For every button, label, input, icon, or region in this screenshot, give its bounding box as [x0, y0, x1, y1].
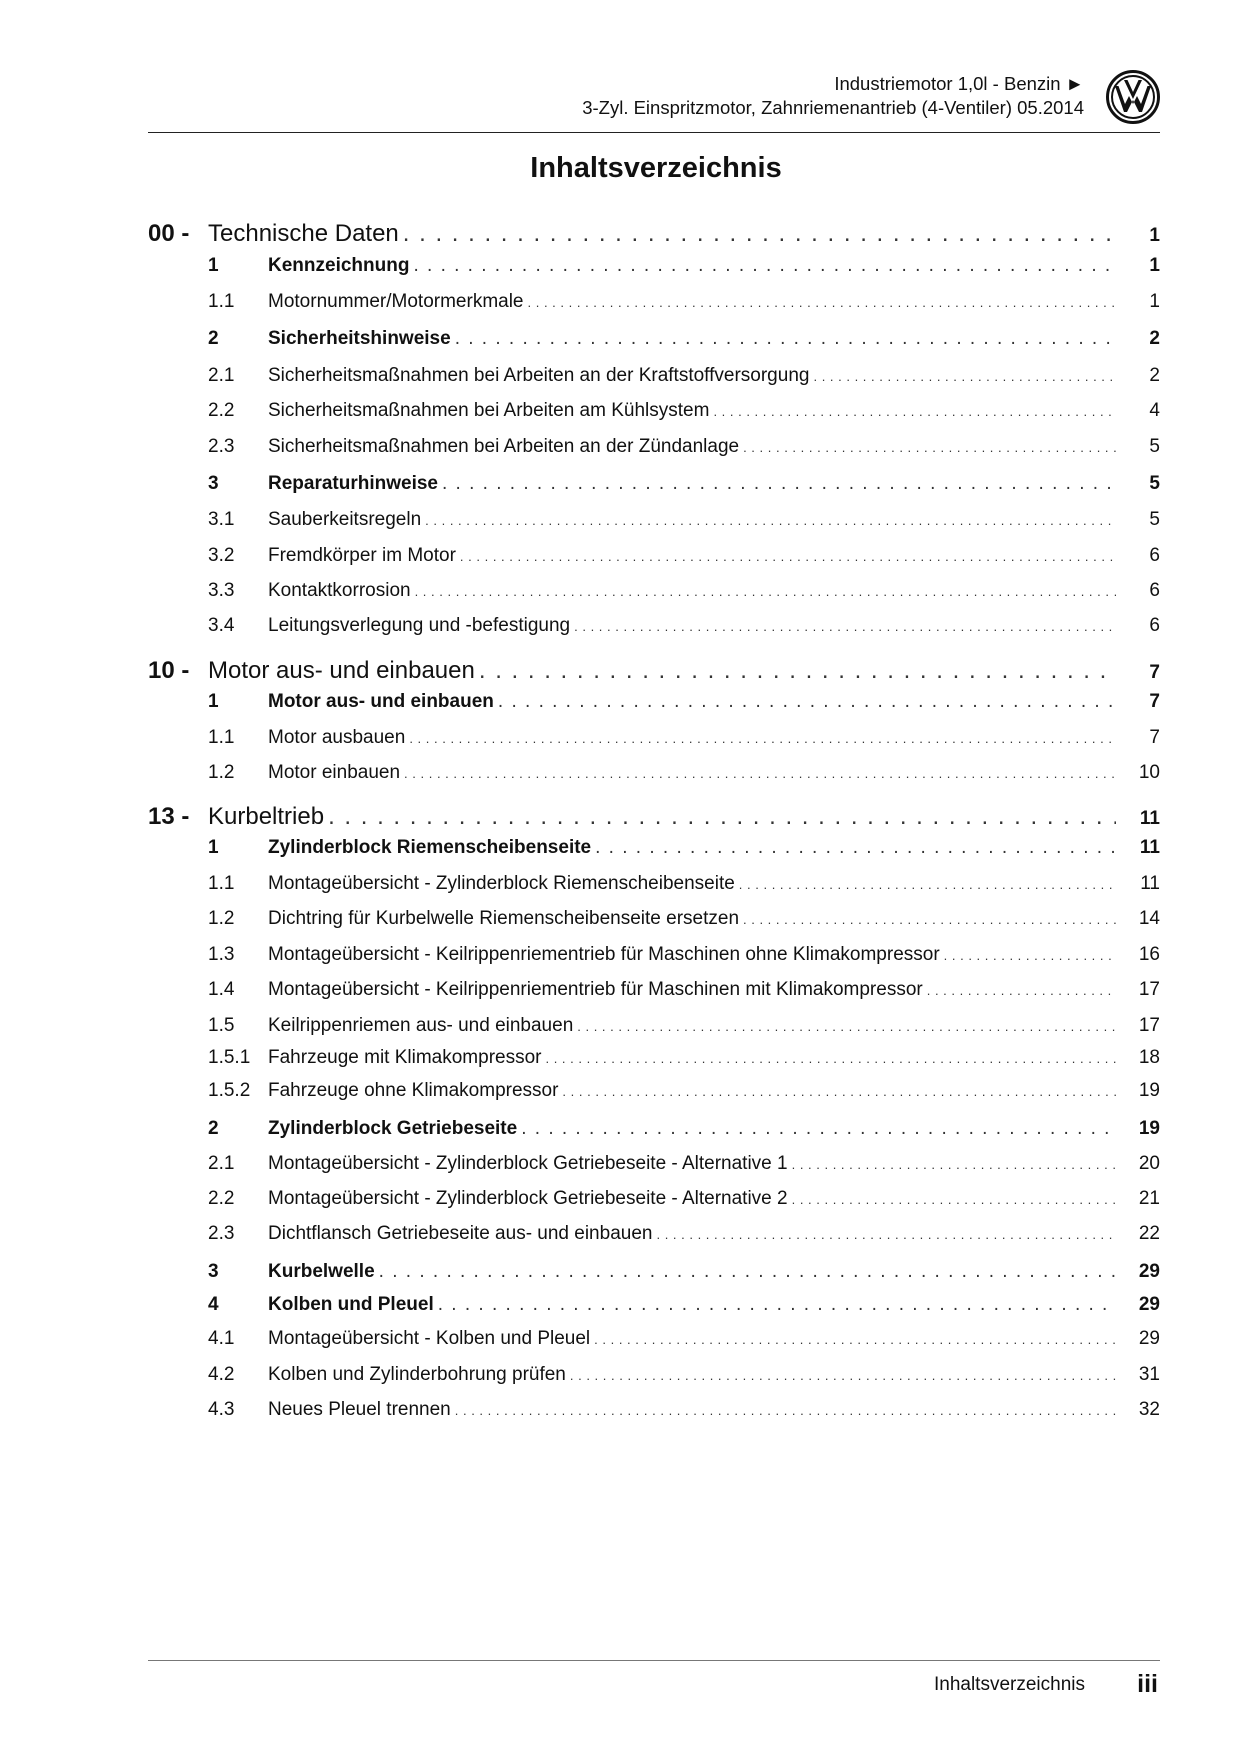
toc-page-number: 2	[1149, 365, 1160, 386]
toc-leader-dots	[328, 803, 1116, 831]
toc-label: Neues Pleuel trennen	[268, 1399, 451, 1420]
toc-label: Montageübersicht - Zylinderblock Getriebeseite - Alternative 1	[268, 1153, 788, 1174]
toc-label: Technische Daten	[208, 220, 399, 247]
toc-label: Sauberkeitsregeln	[268, 509, 422, 530]
toc-number: 2.3	[208, 436, 235, 457]
toc-entry[interactable]	[148, 691, 1160, 713]
toc-number: 1	[208, 837, 219, 858]
toc-number: 3.4	[208, 615, 235, 636]
toc-label: Motor ausbauen	[268, 727, 406, 748]
toc-leader-dots	[528, 295, 1117, 310]
toc-number: 1.1	[208, 873, 235, 894]
toc-entry[interactable]	[148, 1047, 1160, 1069]
toc-number: 1.5	[208, 1015, 235, 1036]
toc-number: 2	[208, 1118, 219, 1139]
toc-leader-dots	[656, 1227, 1116, 1242]
toc-number: 3.3	[208, 580, 235, 601]
toc-entry[interactable]	[148, 908, 1160, 930]
footer-label: Inhaltsverzeichnis	[933, 1674, 1085, 1695]
toc-entry[interactable]	[148, 1328, 1160, 1350]
toc-entry[interactable]	[148, 220, 1160, 248]
toc-label: Sicherheitsmaßnahmen bei Arbeiten an der Kraftstoffversorgung	[268, 365, 810, 386]
toc-label: Sicherheitsmaßnahmen bei Arbeiten an der Zündanlage	[268, 436, 740, 457]
toc-label: Motor einbauen	[268, 762, 401, 783]
toc-page-number: 22	[1138, 1223, 1160, 1244]
toc-entry[interactable]	[148, 400, 1160, 422]
toc-label: Sicherheitsmaßnahmen bei Arbeiten am Kühlsystem	[268, 400, 710, 421]
toc-page-number: 19	[1138, 1080, 1160, 1101]
toc-leader-dots	[425, 513, 1116, 528]
toc-label: Montageübersicht - Zylinderblock Riemenscheibenseite	[268, 873, 735, 894]
toc-entry[interactable]	[148, 873, 1160, 895]
toc-leader-dots	[545, 1051, 1116, 1066]
toc-label: Kolben und Zylinderbohrung prüfen	[268, 1364, 566, 1385]
toc-page-number: 5	[1149, 473, 1160, 494]
vw-logo	[1106, 70, 1160, 124]
toc-entry[interactable]	[148, 1080, 1160, 1102]
toc-leader-dots	[743, 912, 1116, 927]
toc-page-number: 29	[1138, 1294, 1160, 1315]
toc-entry[interactable]	[148, 762, 1160, 784]
toc-page-number: 6	[1149, 545, 1160, 566]
toc-page-number: 20	[1138, 1153, 1160, 1174]
toc-leader-dots	[521, 1118, 1116, 1140]
toc-leader-dots	[409, 731, 1116, 746]
toc-number: 1.5.2	[208, 1080, 251, 1101]
toc-number: 2.1	[208, 1153, 235, 1174]
toc-page-number: 7	[1149, 727, 1160, 748]
toc-label: Zylinderblock Riemenscheibenseite	[268, 837, 592, 858]
toc-label: Sicherheitshinweise	[268, 328, 451, 349]
toc-page-number: 7	[1149, 662, 1160, 683]
toc-entry[interactable]	[148, 1118, 1160, 1140]
toc-entry[interactable]	[148, 473, 1160, 495]
toc-leader-dots	[404, 766, 1116, 781]
toc-entry[interactable]	[148, 727, 1160, 749]
toc-page-number: 29	[1138, 1328, 1160, 1349]
toc-number: 4.3	[208, 1399, 235, 1420]
footer-divider	[148, 1660, 1160, 1661]
toc-leader-dots	[455, 1403, 1116, 1418]
toc-label: Kennzeichnung	[268, 255, 410, 276]
toc-page-number: 1	[1149, 225, 1160, 246]
toc-entry[interactable]	[148, 436, 1160, 458]
toc-entry[interactable]	[148, 837, 1160, 859]
toc-page-number: 6	[1149, 580, 1160, 601]
header-text	[582, 72, 1084, 120]
toc-entry[interactable]	[148, 615, 1160, 637]
toc-leader-dots	[460, 549, 1116, 564]
toc-entry[interactable]	[148, 291, 1160, 313]
toc-number: 4.1	[208, 1328, 235, 1349]
toc-label: Motor aus- und einbauen	[208, 657, 475, 684]
toc-entry[interactable]	[148, 979, 1160, 1001]
page-header	[148, 70, 1160, 130]
toc-leader-dots	[577, 1019, 1116, 1034]
toc-page-number: 19	[1138, 1118, 1160, 1139]
toc-number: 3.1	[208, 509, 235, 530]
toc-number: 4.2	[208, 1364, 235, 1385]
toc-leader-dots	[403, 220, 1116, 248]
toc-page-number: 18	[1138, 1047, 1160, 1068]
toc-label: Zylinderblock Getriebeseite	[268, 1118, 518, 1139]
toc-leader-dots	[413, 255, 1116, 277]
toc-entry[interactable]	[148, 1399, 1160, 1421]
toc-label: Dichtring für Kurbelwelle Riemenscheibenseite ersetzen	[268, 908, 740, 929]
toc-entry[interactable]	[148, 1294, 1160, 1316]
toc-number: 3	[208, 473, 219, 494]
toc-page-number: 5	[1149, 509, 1160, 530]
toc-entry[interactable]	[148, 1364, 1160, 1386]
toc-label: Kurbelwelle	[268, 1261, 375, 1282]
toc-leader-dots	[713, 404, 1116, 419]
toc-label: Reparaturhinweise	[268, 473, 438, 494]
toc-entry[interactable]	[148, 944, 1160, 966]
toc-number: 1	[208, 255, 219, 276]
toc-leader-dots	[479, 657, 1116, 685]
toc-entry[interactable]	[148, 1261, 1160, 1283]
toc-entry[interactable]	[148, 545, 1160, 567]
toc-page-number: 1	[1149, 291, 1160, 312]
header-divider	[148, 132, 1160, 133]
toc-page-number: 16	[1138, 944, 1160, 965]
toc-leader-dots	[562, 1084, 1116, 1099]
toc-leader-dots	[813, 369, 1116, 384]
toc-label: Motor aus- und einbauen	[268, 691, 494, 712]
toc-page-number: 14	[1138, 908, 1160, 929]
toc-label: Montageübersicht - Kolben und Pleuel	[268, 1328, 591, 1349]
toc-label: Fahrzeuge mit Klimakompressor	[268, 1047, 542, 1068]
toc-entry[interactable]	[148, 255, 1160, 277]
toc-label: Montageübersicht - Zylinderblock Getriebeseite - Alternative 2	[268, 1188, 788, 1209]
toc-number: 1.1	[208, 291, 235, 312]
toc-page-number: 31	[1138, 1364, 1160, 1385]
toc-number: 1.5.1	[208, 1047, 251, 1068]
toc-number: 13 -	[148, 803, 190, 830]
toc-number: 2.2	[208, 1188, 235, 1209]
toc-leader-dots	[379, 1261, 1116, 1283]
toc-leader-dots	[792, 1192, 1116, 1207]
toc-entry[interactable]	[148, 1188, 1160, 1210]
toc-entry[interactable]	[148, 509, 1160, 531]
toc-number: 2	[208, 328, 219, 349]
toc-leader-dots	[498, 691, 1116, 713]
header-subtitle: 3-Zyl. Einspritzmotor, Zahnriemenantrieb (4-Ventiler) 05.2014	[582, 97, 1084, 118]
toc-number: 3.2	[208, 545, 235, 566]
toc-number: 1	[208, 691, 219, 712]
toc-leader-dots	[927, 983, 1116, 998]
toc-page-number: 5	[1149, 436, 1160, 457]
toc-page-number: 11	[1139, 808, 1160, 829]
toc-leader-dots	[739, 877, 1116, 892]
toc-leader-dots	[438, 1294, 1116, 1316]
toc-page-number: 7	[1149, 691, 1160, 712]
toc-leader-dots	[570, 1368, 1116, 1383]
toc-page-number: 11	[1139, 837, 1160, 858]
toc-label: Kontaktkorrosion	[268, 580, 411, 601]
toc-number: 1.1	[208, 727, 235, 748]
toc-number: 1.3	[208, 944, 235, 965]
toc-leader-dots	[455, 328, 1116, 350]
toc-number: 2.1	[208, 365, 235, 386]
toc-entry[interactable]	[148, 365, 1160, 387]
toc-label: Kolben und Pleuel	[268, 1294, 434, 1315]
toc-label: Motornummer/Motormerkmale	[268, 291, 524, 312]
toc-page-number: 11	[1140, 873, 1160, 894]
toc-entry[interactable]	[148, 657, 1160, 685]
page-title: Inhaltsverzeichnis	[530, 152, 782, 184]
toc-entry[interactable]	[148, 1015, 1160, 1037]
toc-number: 1.2	[208, 908, 235, 929]
toc-label: Fremdkörper im Motor	[268, 545, 456, 566]
toc-page-number: 1	[1149, 255, 1160, 276]
toc-entry[interactable]	[148, 328, 1160, 350]
toc-label: Dichtflansch Getriebeseite aus- und einbauen	[268, 1223, 653, 1244]
toc-number: 1.2	[208, 762, 235, 783]
toc-label: Montageübersicht - Keilrippenriementrieb für Maschinen mit Klimakompressor	[268, 979, 923, 1000]
toc-label: Montageübersicht - Keilrippenriementrieb für Maschinen ohne Klimakompressor	[268, 944, 940, 965]
toc-entry[interactable]	[148, 1223, 1160, 1245]
toc-page-number: 17	[1138, 979, 1160, 1000]
toc-label: Kurbeltrieb	[208, 803, 325, 830]
toc-label: Leitungsverlegung und -befestigung	[268, 615, 571, 636]
toc-page-number: 10	[1138, 762, 1160, 783]
toc-leader-dots	[944, 948, 1116, 963]
toc-entry[interactable]	[148, 580, 1160, 602]
toc-leader-dots	[415, 584, 1116, 599]
toc-leader-dots	[595, 837, 1116, 859]
header-title: Industriemotor 1,0l - Benzin ►	[834, 73, 1084, 94]
toc-leader-dots	[743, 440, 1116, 455]
toc-entry[interactable]	[148, 1153, 1160, 1175]
toc-page-number: 32	[1138, 1399, 1160, 1420]
toc-leader-dots	[574, 619, 1116, 634]
toc-page-number: 4	[1149, 400, 1160, 421]
toc-page-number: 2	[1149, 328, 1160, 349]
toc-leader-dots	[442, 473, 1116, 495]
toc-leader-dots	[594, 1332, 1116, 1347]
toc-number: 2.2	[208, 400, 235, 421]
toc-page-number: 21	[1138, 1188, 1160, 1209]
toc-number: 00 -	[148, 220, 190, 247]
toc-label: Fahrzeuge ohne Klimakompressor	[268, 1080, 559, 1101]
toc-label: Keilrippenriemen aus- und einbauen	[268, 1015, 574, 1036]
toc-page-number: 17	[1138, 1015, 1160, 1036]
toc-number: 10 -	[148, 657, 190, 684]
toc-number: 4	[208, 1294, 219, 1315]
toc-number: 1.4	[208, 979, 235, 1000]
toc-leader-dots	[792, 1157, 1116, 1172]
toc-entry[interactable]	[148, 803, 1160, 831]
footer-page-number: iii	[1137, 1670, 1158, 1698]
toc-number: 3	[208, 1261, 219, 1282]
toc-page-number: 6	[1149, 615, 1160, 636]
toc-page-number: 29	[1138, 1261, 1160, 1282]
toc-number: 2.3	[208, 1223, 235, 1244]
